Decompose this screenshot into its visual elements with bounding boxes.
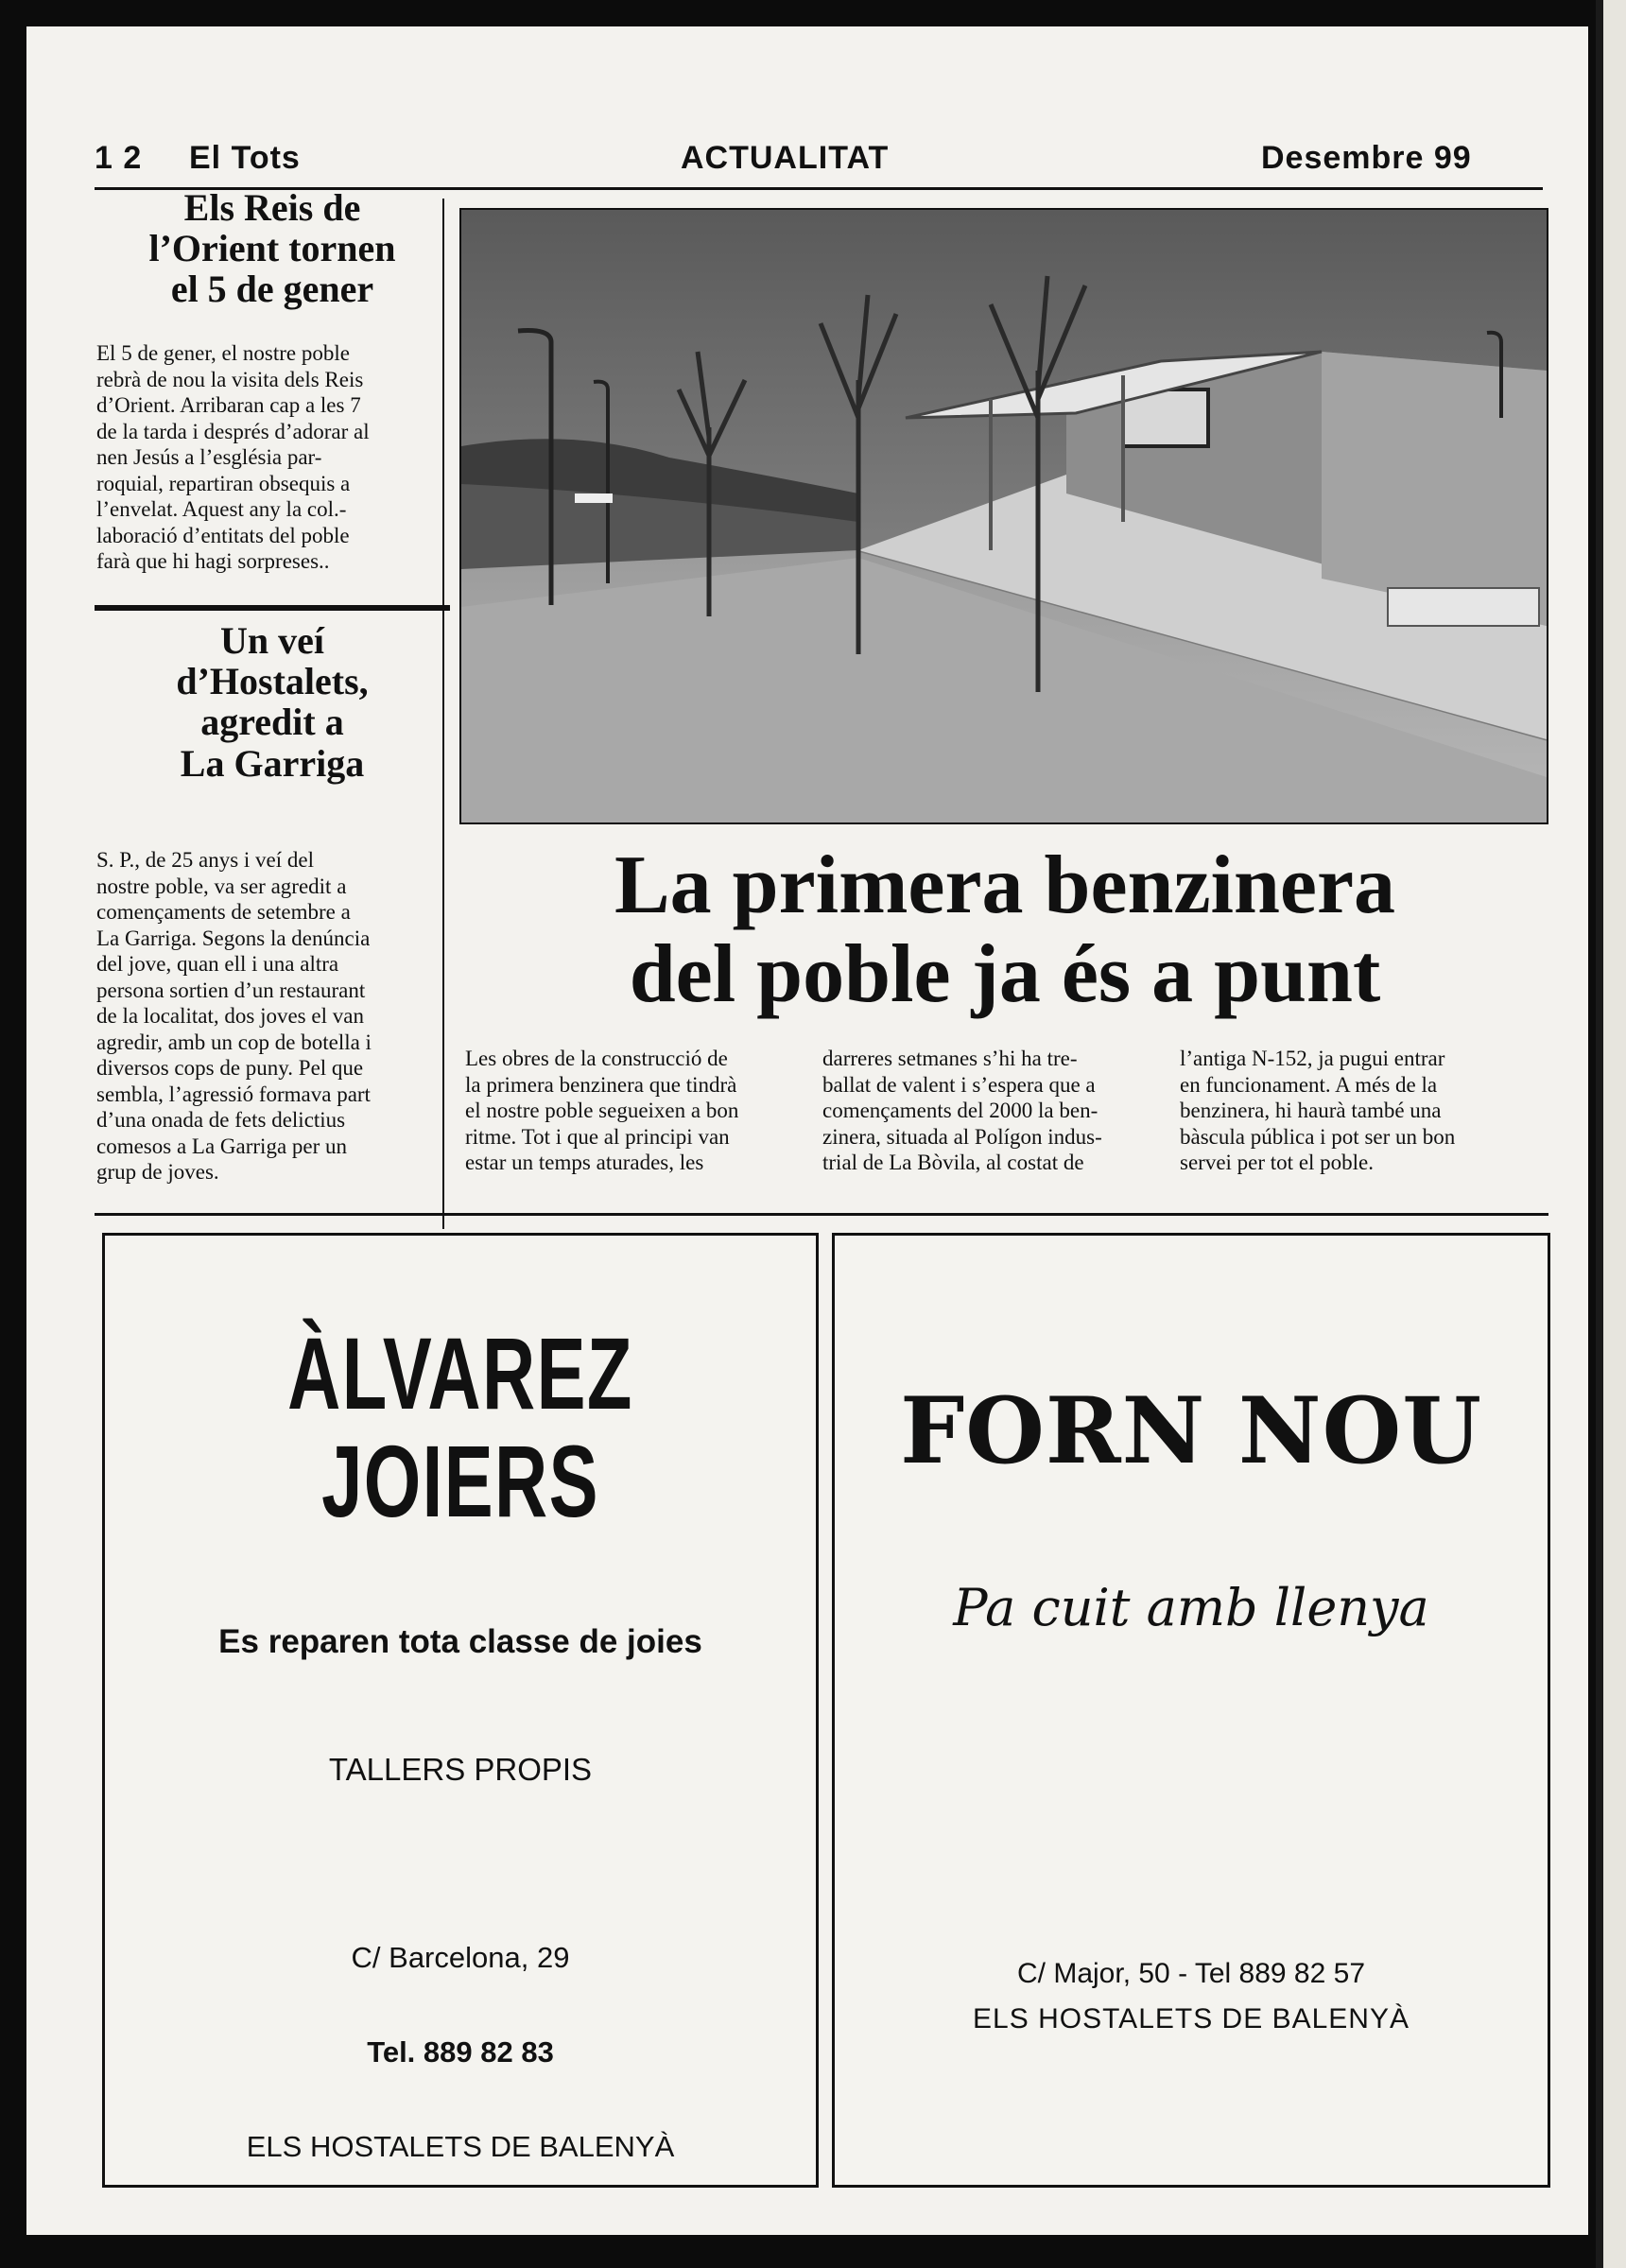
article2-line: de la localitat, dos joves el van [96, 1004, 364, 1028]
article2-body [96, 847, 444, 1186]
column-rule [442, 199, 444, 1229]
article2-line: nostre poble, va ser agredit a [96, 874, 347, 898]
publication-name: El Tots [189, 140, 301, 176]
main-article-line: estar un temps aturades, les [465, 1151, 704, 1174]
main-article-line: benzinera, hi haurà també una [1180, 1099, 1442, 1122]
article2-line: grup de joves. [96, 1160, 219, 1184]
article1-headline [95, 187, 450, 310]
article2-headline-line: Un veí [220, 619, 324, 662]
alvarez-address: C/ Barcelona, 29 [351, 1941, 570, 1974]
article1-body [96, 340, 444, 575]
newspaper-page [26, 26, 1588, 2235]
article2-headline-line: d’Hostalets, [176, 660, 369, 703]
alvarez-tagline: Es reparen tota classe de joies [218, 1623, 702, 1660]
article1-line: d’Orient. Arribaran cap a les 7 [96, 393, 361, 417]
petrol-station-illustration [461, 210, 1547, 822]
article1-line: rebrà de nou la visita dels Reis [96, 367, 364, 391]
article-separator [95, 605, 450, 611]
article2-line: comesos a La Garriga per un [96, 1134, 348, 1158]
article1-line: l’envelat. Aquest any la col.- [96, 497, 347, 521]
alvarez-name-line1: ÀLVAREZ [287, 1316, 633, 1430]
article2-line: sembla, l’agressió formava part [96, 1082, 371, 1106]
article2-line: S. P., de 25 anys i veí del [96, 848, 314, 872]
article2-headline-line: La Garriga [180, 741, 365, 785]
main-article-col2 [822, 1046, 1144, 1176]
petrol-station-photo [459, 208, 1548, 824]
section-title: ACTUALITAT [681, 140, 890, 176]
article1-line: El 5 de gener, el nostre poble [96, 341, 350, 365]
article1-line: nen Jesús a l’església par- [96, 445, 322, 469]
main-article-line: servei per tot el poble. [1180, 1151, 1375, 1174]
article2-line: persona sortien d’un restaurant [96, 978, 366, 1002]
main-article-line: ballat de valent i s’espera que a [822, 1072, 1096, 1097]
forn-nou-slogan: Pa cuit amb llenya [953, 1578, 1429, 1637]
main-article-line: començaments del 2000 la ben- [822, 1099, 1098, 1122]
main-article-line: ritme. Tot i que al principi van [465, 1124, 730, 1149]
main-article-line: el nostre poble segueixen a bon [465, 1099, 739, 1122]
alvarez-town: ELS HOSTALETS DE BALENYÀ [246, 2130, 675, 2163]
article1-line: farà que hi hagi sorpreses.. [96, 549, 330, 573]
main-article-line: darreres setmanes s’hi ha tre- [822, 1047, 1078, 1070]
article1-line: roquial, repartiran obsequis a [96, 471, 351, 495]
article2-line: La Garriga. Segons la denúncia [96, 926, 371, 950]
alvarez-phone: Tel. 889 82 83 [367, 2035, 554, 2069]
main-article-line: trial de La Bòvila, al costat de [822, 1151, 1084, 1174]
adjacent-page-edge [1596, 0, 1626, 2268]
main-article-line: Les obres de la construcció de [465, 1047, 728, 1070]
article2-line: del jove, quan ell i una altra [96, 952, 339, 976]
main-article-line: en funcionament. A més de la [1180, 1072, 1438, 1097]
ad-alvarez-joiers [102, 1233, 819, 2188]
page-number: 1 2 [95, 140, 143, 176]
forn-nou-town: ELS HOSTALETS DE BALENYÀ [973, 2003, 1410, 2034]
main-headline-line: La primera benzinera [614, 840, 1396, 931]
article1-headline-line: el 5 de gener [170, 268, 374, 311]
article2-line: d’una onada de fets delictius [96, 1108, 346, 1132]
main-article-col3 [1180, 1046, 1501, 1176]
article1-line: de la tarda i després d’adorar al [96, 419, 370, 443]
article2-headline-line: agredit a [200, 701, 344, 744]
article2-headline [95, 620, 450, 784]
ads-separator [95, 1213, 1548, 1216]
main-article-line: bàscula pública i pot ser un bon [1180, 1124, 1456, 1149]
article2-line: agredir, amb un cop de botella i [96, 1030, 372, 1054]
article2-line: començaments de setembre a [96, 900, 351, 924]
alvarez-name-line2: JOIERS [321, 1424, 599, 1538]
main-article-line: la primera benzinera que tindrà [465, 1072, 737, 1097]
main-headline-line: del poble ja és a punt [629, 928, 1381, 1020]
article1-headline-line: l’Orient tornen [148, 227, 396, 270]
main-headline [471, 841, 1539, 1019]
ad-forn-nou [832, 1233, 1550, 2188]
alvarez-workshops: TALLERS PROPIS [328, 1752, 593, 1787]
forn-nou-address-phone: C/ Major, 50 - Tel 889 82 57 [1017, 1958, 1365, 1989]
forn-nou-name: FORN NOU [900, 1377, 1482, 1484]
article1-headline-line: Els Reis de [183, 186, 361, 229]
article1-line: laboració d’entitats del poble [96, 523, 350, 547]
main-article-line: zinera, situada al Polígon indus- [822, 1124, 1102, 1149]
article2-line: diversos cops de puny. Pel que [96, 1056, 364, 1080]
main-article-col1 [465, 1046, 787, 1176]
main-article-line: l’antiga N-152, ja pugui entrar [1180, 1047, 1445, 1070]
issue-date: Desembre 99 [1261, 140, 1472, 176]
